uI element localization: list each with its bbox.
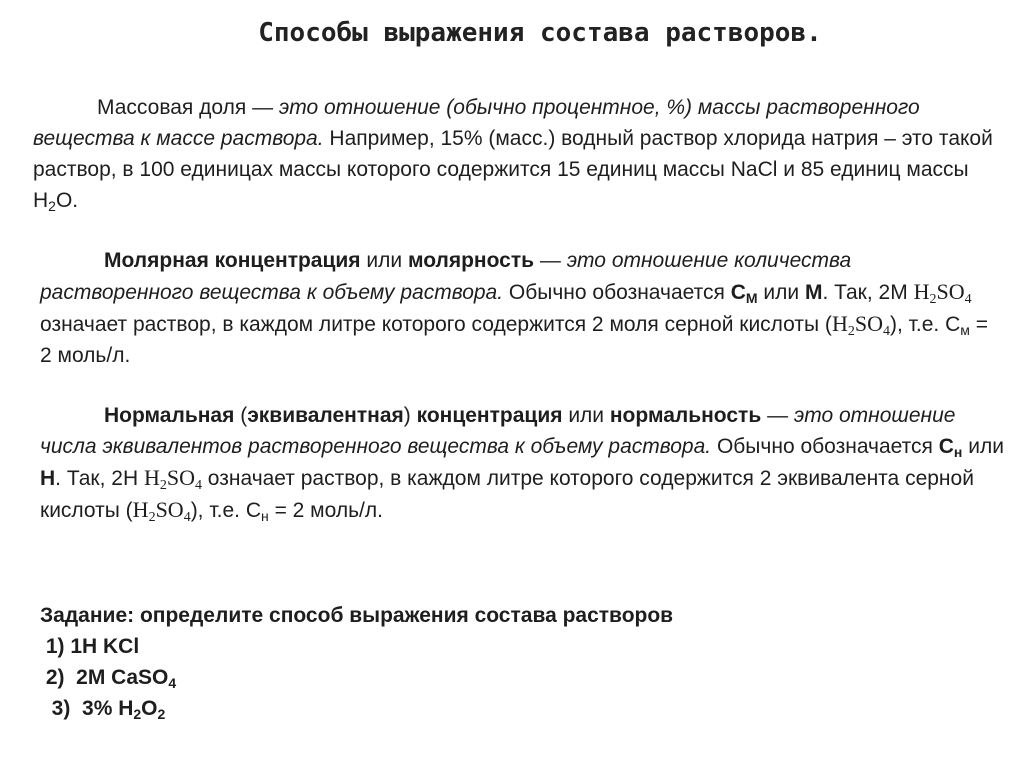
task-block [40,600,940,724]
task-heading: Задание: определите способ выражения состава растворов [40,604,674,627]
text: . Так, 2М [822,281,914,304]
definition: это отношение числа эквивалентов растворенного вещества к объему раствора. [40,404,956,458]
or-text: или [360,249,408,272]
text: ), т.е. С [889,313,961,336]
task-item-2: 2) 2M CaSO$_4$ [40,666,177,691]
definition: это отношение количества растворенного вещества к объему раствора. [40,249,852,304]
term: Массовая доля [97,96,247,119]
example: Например, 15% (масс.) водный раствор хлорида натрия – это такой раствор, в 100 единицах массы которого содержится 15 единиц массы NaCl и 85 единиц массы H [33,127,993,212]
definition: это отношение (обычно процентное, %) массы растворенного вещества к массе раствора. [33,96,920,150]
normality-paragraph [40,400,1015,526]
term: концентрация [416,404,563,427]
mass-fraction-paragraph [33,92,993,216]
formula-h2so4: $H_2SO_4$ [132,497,191,525]
dash: — [761,404,794,427]
term: молярность [407,249,535,272]
term: нормальность [609,404,762,427]
text: ( [234,404,248,427]
formula-h2so4: $H_2SO_4$ [143,465,202,493]
symbol: М [804,281,823,304]
dash: — [246,96,279,119]
text: ) [403,404,417,427]
symbol: Н [40,467,56,490]
text: или [757,281,805,304]
text: = 2 моль/л. [268,499,383,522]
task-item-1: 1) 1Н KCl [40,635,140,658]
text: означает раствор, в каждом литре которого содержится 2 моля серной кислоты ( [40,313,832,336]
formula-h2so4: $H_2SO_4$ [831,311,890,339]
text: = 2 моль/л. [40,313,988,367]
molarity-paragraph [40,245,1000,371]
text: ), т.е. С [190,499,261,522]
symbol-sub: М [745,290,758,306]
symbol: С [938,435,954,458]
subscript: 2 [48,198,56,214]
symbol: С [730,281,746,304]
or-text: или [562,404,610,427]
example-end: O. [55,189,79,212]
dash: — [534,249,567,272]
page-title: Способы выражения состава растворов. [258,18,822,48]
text: Обычно обозначается [711,435,939,458]
term: эквивалентная [247,404,404,427]
text: . Так, 2Н [55,467,144,490]
formula-h2so4: $H_2SO_4$ [913,279,972,307]
term: Молярная концентрация [104,249,361,272]
text: Обычно обозначается [503,281,731,304]
subscript: м [960,322,970,338]
text: или [962,435,1004,458]
text: означает раствор, в каждом литре которого содержится 2 эквивалента серной кислоты ( [40,467,974,522]
symbol-sub: н [953,444,963,460]
subscript: н [261,508,269,524]
term: Нормальная [104,404,235,427]
task-item-3: 3) 3% $H_2O_2$ [40,697,166,722]
